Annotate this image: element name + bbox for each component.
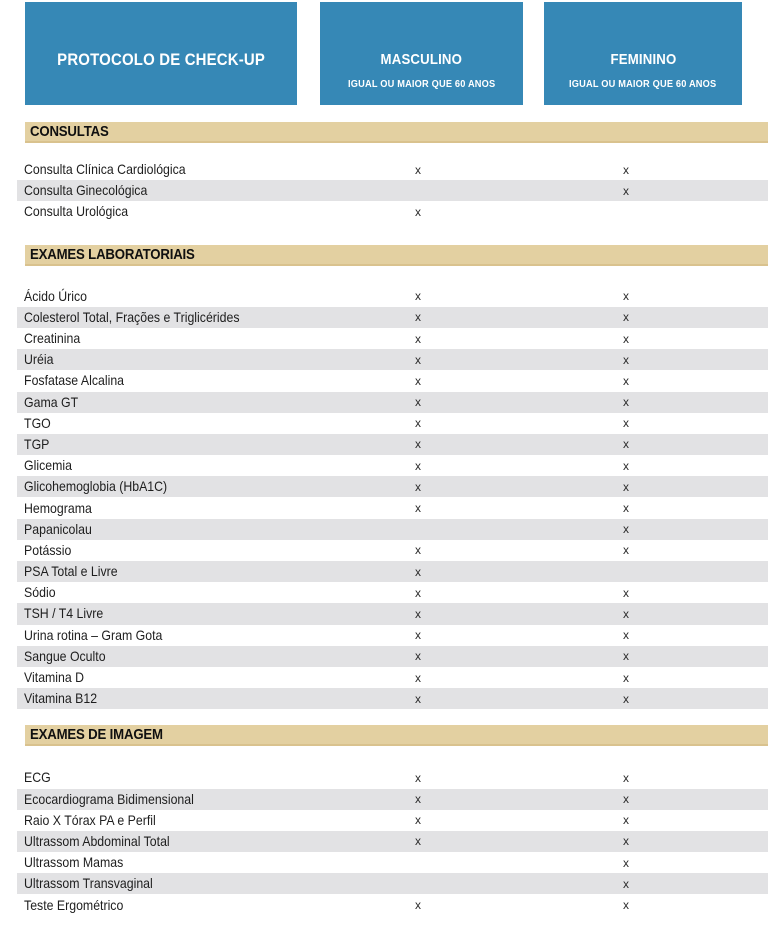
exam-label: Vitamina D [24, 669, 85, 686]
section-consultas [0, 122, 768, 223]
table-row-ecocardiograma-bidimensional [17, 789, 768, 810]
exam-label: Fosfatase Alcalina [24, 372, 125, 389]
exam-label: Potássio [24, 541, 72, 558]
table-row-ecg [17, 767, 768, 788]
masculino-subtitle [320, 77, 523, 91]
feminino-mark: x [623, 352, 629, 367]
section-title: EXAMES DE IMAGEM [30, 726, 163, 744]
table-row-papanicolau [17, 519, 768, 540]
section-exames-de-imagem [0, 725, 768, 915]
exam-label: Vitamina B12 [24, 690, 98, 707]
feminino-mark: x [623, 501, 629, 516]
table-row-ultrassom-mamas [17, 852, 768, 873]
exam-label: TGO [24, 414, 51, 431]
table-row-ultrassom-abdominal-total [17, 831, 768, 852]
exam-label: Sangue Oculto [24, 647, 106, 664]
feminino-mark: x [623, 437, 629, 452]
feminino-subtitle [544, 77, 742, 91]
masculino-mark: x [415, 792, 421, 807]
checkup-protocol-page [0, 2, 768, 916]
section-rows [0, 286, 768, 710]
table-row-colesterol-total-fracoes-e-triglicerides [17, 307, 768, 328]
table-row-tsh-t4-livre [17, 603, 768, 624]
exam-label: Ultrassom Transvaginal [24, 875, 153, 892]
feminino-mark: x [623, 479, 629, 494]
feminino-mark: x [623, 585, 629, 600]
table-body [0, 122, 768, 916]
table-row-raio-x-torax-pa-e-perfil [17, 810, 768, 831]
section-title: EXAMES LABORATORIAIS [30, 245, 195, 263]
masculino-mark: x [415, 373, 421, 388]
exam-label: TGP [24, 435, 50, 452]
masculino-mark: x [415, 649, 421, 664]
table-row-glicohemoglobia-hba1c [17, 476, 768, 497]
exam-label: Consulta Urológica [24, 203, 129, 220]
table-row-urina-rotina-gram-gota [17, 625, 768, 646]
table-row-psa-total-e-livre [17, 561, 768, 582]
feminino-mark: x [623, 310, 629, 325]
feminino-mark: x [623, 331, 629, 346]
exam-label: Ecocardiograma Bidimensional [24, 790, 194, 807]
masculino-mark: x [415, 585, 421, 600]
exam-label: TSH / T4 Livre [24, 605, 104, 622]
exam-label: Ultrassom Mamas [24, 854, 124, 871]
exam-label: Ácido Úrico [24, 287, 88, 304]
masculino-mark: x [415, 606, 421, 621]
feminino-mark: x [623, 813, 629, 828]
exam-label: PSA Total e Livre [24, 563, 118, 580]
masculino-mark: x [415, 310, 421, 325]
masculino-mark: x [415, 416, 421, 431]
exam-label: Consulta Ginecológica [24, 182, 148, 199]
table-row-vitamina-d [17, 667, 768, 688]
masculino-mark: x [415, 628, 421, 643]
exam-label: Ultrassom Abdominal Total [24, 832, 170, 849]
table-row-sangue-oculto [17, 646, 768, 667]
masculino-mark: x [415, 479, 421, 494]
header-protocol-box [25, 2, 297, 105]
masculino-title [320, 50, 523, 70]
masculino-mark: x [415, 770, 421, 785]
feminino-mark: x [623, 606, 629, 621]
feminino-mark: x [623, 183, 629, 198]
exam-label: Papanicolau [24, 520, 92, 537]
exam-label: Hemograma [24, 499, 92, 516]
exam-label: Glicohemoglobia (HbA1C) [24, 478, 168, 495]
feminino-mark: x [623, 289, 629, 304]
masculino-subtitle-text: IGUAL OU MAIOR QUE 60 ANOS [347, 78, 496, 90]
table-row-consulta-urologica [17, 201, 768, 222]
exam-label: Consulta Clínica Cardiológica [24, 161, 186, 178]
table-row-consulta-clinica-cardiologica [17, 159, 768, 180]
feminino-mark: x [623, 855, 629, 870]
feminino-mark: x [623, 458, 629, 473]
feminino-mark: x [623, 770, 629, 785]
table-row-ureia [17, 349, 768, 370]
masculino-mark: x [415, 501, 421, 516]
masculino-mark: x [415, 331, 421, 346]
exam-label: Uréia [24, 351, 54, 368]
table-row-teste-ergometrico [17, 894, 768, 915]
masculino-title-text: MASCULINO [380, 51, 463, 68]
feminino-title [544, 50, 742, 70]
feminino-subtitle-text: IGUAL OU MAIOR QUE 60 ANOS [569, 78, 717, 90]
feminino-mark: x [623, 628, 629, 643]
table-row-glicemia [17, 455, 768, 476]
masculino-mark: x [415, 564, 421, 579]
feminino-title-text: FEMININO [610, 51, 676, 68]
exam-label: Glicemia [24, 457, 72, 474]
table-row-potassio [17, 540, 768, 561]
table-row-acido-urico [17, 286, 768, 307]
section-header-bar [25, 122, 768, 143]
table-row-ultrassom-transvaginal [17, 873, 768, 894]
feminino-mark: x [623, 898, 629, 913]
exam-label: ECG [24, 769, 51, 786]
masculino-mark: x [415, 204, 421, 219]
feminino-mark: x [623, 792, 629, 807]
masculino-mark: x [415, 458, 421, 473]
protocol-title [25, 50, 297, 70]
table-header [25, 2, 768, 105]
masculino-mark: x [415, 834, 421, 849]
exam-label: Sódio [24, 584, 56, 601]
table-row-fosfatase-alcalina [17, 370, 768, 391]
feminino-mark: x [623, 649, 629, 664]
masculino-mark: x [415, 395, 421, 410]
masculino-mark: x [415, 352, 421, 367]
section-rows [0, 159, 768, 223]
feminino-mark: x [623, 876, 629, 891]
feminino-mark: x [623, 162, 629, 177]
masculino-mark: x [415, 813, 421, 828]
table-row-hemograma [17, 497, 768, 518]
header-masculino-box [320, 2, 523, 105]
table-row-vitamina-b12 [17, 688, 768, 709]
section-title: CONSULTAS [30, 123, 109, 140]
table-row-tgo [17, 413, 768, 434]
masculino-mark: x [415, 543, 421, 558]
feminino-mark: x [623, 670, 629, 685]
feminino-mark: x [623, 691, 629, 706]
masculino-mark: x [415, 691, 421, 706]
table-row-gama-gt [17, 392, 768, 413]
masculino-mark: x [415, 162, 421, 177]
exam-label: Urina rotina – Gram Gota [24, 626, 163, 643]
table-row-sodio [17, 582, 768, 603]
feminino-mark: x [623, 416, 629, 431]
masculino-mark: x [415, 289, 421, 304]
exam-label: Creatinina [24, 330, 81, 347]
table-row-consulta-ginecologica [17, 180, 768, 201]
exam-label: Gama GT [24, 393, 79, 410]
section-rows [0, 767, 768, 915]
masculino-mark: x [415, 437, 421, 452]
feminino-mark: x [623, 395, 629, 410]
exam-label: Colesterol Total, Frações e Triglicérides [24, 308, 240, 325]
masculino-mark: x [415, 898, 421, 913]
table-row-tgp [17, 434, 768, 455]
feminino-mark: x [623, 834, 629, 849]
feminino-mark: x [623, 543, 629, 558]
exam-label: Teste Ergométrico [24, 896, 124, 913]
protocol-title-text: PROTOCOLO DE CHECK-UP [57, 50, 265, 69]
section-header-bar [25, 245, 768, 266]
feminino-mark: x [623, 373, 629, 388]
exam-label: Raio X Tórax PA e Perfil [24, 811, 156, 828]
masculino-mark: x [415, 670, 421, 685]
table-row-creatinina [17, 328, 768, 349]
section-header-bar [25, 725, 768, 746]
feminino-mark: x [623, 522, 629, 537]
section-exames-laboratoriais [0, 245, 768, 710]
header-feminino-box [544, 2, 742, 105]
